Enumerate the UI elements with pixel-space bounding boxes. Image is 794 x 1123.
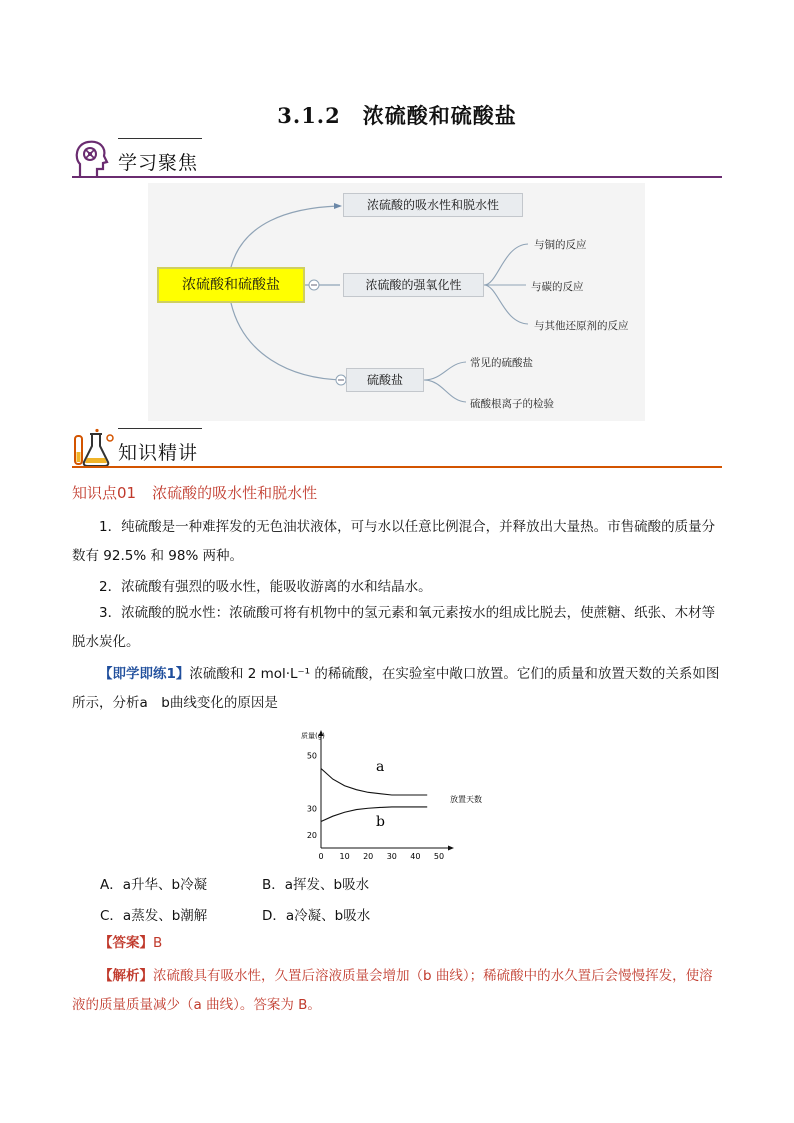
point-3	[72, 599, 722, 657]
section-header-knowledge	[72, 428, 722, 468]
mind-map-leaf: 常见的硫酸盐	[470, 357, 533, 369]
lab-flask-icon	[72, 428, 116, 468]
section-divider	[72, 176, 722, 178]
y-tick-label: 50	[306, 751, 317, 761]
knowledge-point-label: 知识点01	[72, 484, 137, 502]
point-1	[72, 513, 722, 571]
mass-vs-days-chart	[296, 730, 496, 860]
point-2	[72, 573, 722, 602]
knowledge-point-title: 浓硫酸的吸水性和脱水性	[152, 484, 318, 502]
exercise-tag: 【即学即练1】	[99, 666, 190, 682]
x-tick-label: 40	[410, 852, 421, 860]
mind-map	[148, 183, 645, 421]
series-line-a	[321, 769, 427, 796]
x-tick-label: 30	[386, 852, 397, 860]
y-tick-label: 20	[306, 830, 317, 840]
section-divider	[72, 466, 722, 468]
page-title	[0, 100, 794, 130]
y-axis-label: 质量(g)	[301, 732, 325, 740]
mind-map-leaf: 硫酸根离子的检验	[470, 398, 554, 410]
series-label-b: b	[376, 814, 385, 830]
x-tick-label: 50	[433, 852, 445, 860]
section-header-focus	[72, 138, 722, 178]
title-number: 3.1.2	[277, 103, 341, 128]
mind-map-branch-sulfate: 硫酸盐	[346, 368, 424, 392]
mind-map-leaf: 与铜的反应	[534, 239, 587, 251]
x-tick-label: 10	[339, 852, 350, 860]
title-text: 浓硫酸和硫酸盐	[362, 103, 517, 128]
brain-gear-icon	[72, 138, 116, 178]
mind-map-root: 浓硫酸和硫酸盐	[157, 267, 305, 303]
exercise-stem	[72, 660, 722, 718]
knowledge-point-heading	[72, 482, 317, 503]
answer-value: B	[153, 935, 163, 951]
option-c: C．a蒸发、b潮解	[100, 908, 208, 924]
point-text: 1．纯硫酸是一种难挥发的无色油状液体，可与水以任意比例混合，并释放出大量热。市售硫酸的质量分数有 92.5% 和 98% 两种。	[72, 519, 716, 564]
analysis	[72, 962, 722, 1020]
series-label-a: a	[376, 759, 385, 775]
mind-map-branch-absorb: 浓硫酸的吸水性和脱水性	[343, 193, 523, 217]
section-title: 知识精讲	[118, 442, 199, 464]
option-b: B．a挥发、b吸水	[262, 877, 370, 893]
x-tick-label: 0	[318, 852, 324, 860]
x-tick-label: 20	[363, 852, 374, 860]
analysis-text: 浓硫酸具有吸水性，久置后溶液质量会增加（b 曲线）；稀硫酸中的水久置后会慢慢挥发，使溶液的质量质量减少（a 曲线）。答案为 B。	[72, 968, 713, 1013]
series-line-b	[321, 807, 427, 822]
mind-map-leaf: 与其他还原剂的反应	[534, 320, 629, 332]
point-text: 2．浓硫酸有强烈的吸水性，能吸收游离的水和结晶水。	[99, 579, 432, 595]
point-text: 3．浓硫酸的脱水性：浓硫酸可将有机物中的氢元素和氧元素按水的组成比脱去，使蔗糖、纸张、木材等脱水炭化。	[72, 605, 716, 650]
mind-map-branch-oxidize: 浓硫酸的强氧化性	[343, 273, 484, 297]
answer-tag: 【答案】	[99, 935, 153, 951]
y-tick-label: 30	[306, 804, 317, 814]
header-topline	[118, 138, 202, 139]
section-title: 学习聚焦	[118, 152, 199, 174]
answer	[72, 929, 722, 958]
exercise-text: 浓硫酸和 2 mol·L⁻¹ 的稀硫酸，在实验室中敞口放置。它们的质量和放置天数的关系如图所示，分析a b曲线变化的原因是	[72, 666, 720, 711]
x-axis-arrow	[448, 846, 454, 851]
x-axis-label: 放置天数	[450, 795, 482, 804]
mind-map-leaf: 与碳的反应	[531, 281, 584, 293]
option-d: D．a冷凝、b吸水	[262, 908, 371, 924]
header-topline	[118, 428, 202, 429]
option-a: A．a升华、b冷凝	[100, 877, 208, 893]
analysis-tag: 【解析】	[99, 968, 153, 984]
